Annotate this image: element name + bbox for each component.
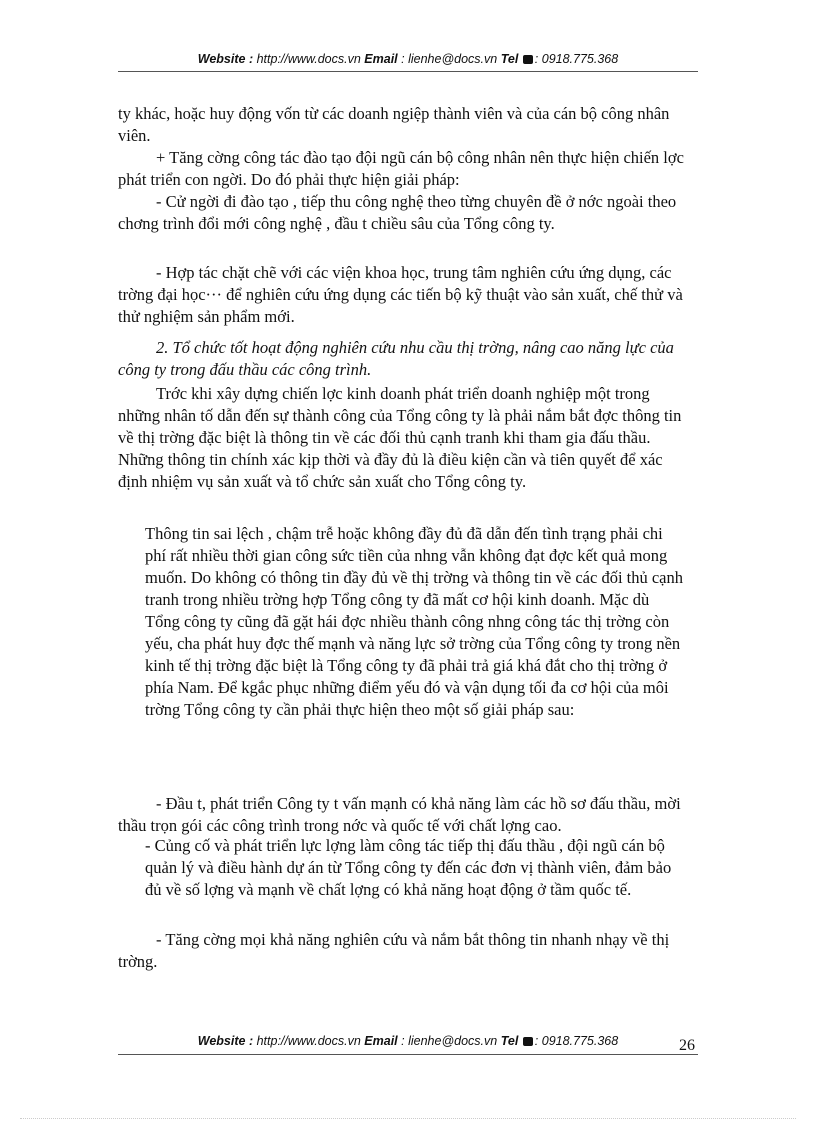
header-website-url[interactable]: http://www.docs.vn <box>256 52 361 66</box>
footer-tel-label: Tel <box>500 1034 519 1048</box>
paragraph-8: - Củng cố và phát triển lực lợng làm công tác tiếp thị đấu thầu , đội ngũ cán bộ quản lý và điều hành dự án từ Tổng công ty đến các đơn vị thành viên, đảm bảo đủ về số lợng và mạnh về chất lợng có khả năng hoạt động ở tầm quốc tế. <box>145 836 672 899</box>
paragraph-6: Thông tin sai lệch , chậm trễ hoặc không đầy đủ đã dẫn đến tình trạng phải chi phí rất nhiều thời gian công sức tiền của nhng vẫn không đạt đợc kết quả mong muốn. Do không có thông tin đầy đủ về thị trờng và thông tin về các đối thủ cạnh tranh trong nhiều trờng hợp Tổng công ty đã mất cơ hội kinh doanh. Mặc dù Tổng công ty cũng đã gặt hái đợc nhiều thành công nhng công tác thị trờng còn yếu, cha phát huy đợc thế mạnh và năng lực sở trờng của Tổng công ty trong nền kinh tế thị trờng đặc biệt là Tổng công ty đã phải trả giá khá đắt cho thị trờng ở phía Nam. Để kgắc phục những điểm yếu đó và vận dụng tối đa cơ hội của môi trờng Tổng công ty cần phải thực hiện theo một số giải pháp sau: <box>145 524 684 719</box>
page-bottom-divider <box>20 1118 796 1119</box>
paragraph-9: - Tăng cờng mọi khả năng nghiên cứu và nắm bắt thông tin nhanh nhạy về thị trờng. <box>118 930 670 971</box>
paragraph-1: ty khác, hoặc huy động vốn từ các doanh ngiệp thành viên và của cán bộ công nhân viên. <box>118 104 670 145</box>
page-footer <box>118 1034 698 1048</box>
header-email-value[interactable]: : lienhe@docs.vn <box>401 52 498 66</box>
footer-email-label: Email <box>364 1034 398 1048</box>
paragraph-3: - Cử ngời đi đào tạo , tiếp thu công nghệ theo từng chuyên đề ở nớc ngoài theo chơng trình đổi mới công nghệ , đầu t chiều sâu của Tổng công ty. <box>118 192 677 233</box>
paragraph-7: - Đầu t, phát triển Công ty t vấn mạnh có khả năng làm các hồ sơ đấu thầu, mời thầu trọn gói các công trình trong nớc và quốc tế với chất lợng cao. <box>118 794 681 835</box>
footer-rule <box>118 1054 698 1055</box>
paragraph-4: - Hợp tác chặt chẽ với các viện khoa học, trung tâm nghiên cứu ứng dụng, các trờng đại học··· để nghiên cứu ứng dụng các tiến bộ kỹ thuật vào sản xuất, chế thử và thử nghiệm sản phẩm mới. <box>118 263 683 326</box>
header-website-label: Website : <box>197 52 254 66</box>
header-tel-label: Tel <box>500 52 519 66</box>
header-tel-value: : 0918.775.368 <box>534 52 619 66</box>
page-header <box>118 52 698 66</box>
header-rule <box>118 71 698 72</box>
header-email-label: Email <box>364 52 398 66</box>
section-heading-2: 2. Tổ chức tốt hoạt động nghiên cứu nhu cầu thị trờng, nâng cao năng lực của công ty trong đấu thầu các công trình. <box>118 338 674 379</box>
footer-tel-value: : 0918.775.368 <box>534 1034 619 1048</box>
phone-icon <box>523 55 533 64</box>
footer-email-value[interactable]: : lienhe@docs.vn <box>401 1034 498 1048</box>
page-number: 26 <box>679 1037 695 1054</box>
footer-website-label: Website : <box>197 1034 254 1048</box>
phone-icon <box>523 1037 533 1046</box>
footer-website-url[interactable]: http://www.docs.vn <box>256 1034 361 1048</box>
paragraph-2: + Tăng cờng công tác đào tạo đội ngũ cán bộ công nhân nên thực hiện chiến lợc phát triển con ngời. Do đó phải thực hiện giải pháp: <box>118 148 684 189</box>
paragraph-5: Trớc khi xây dựng chiến lợc kinh doanh phát triển doanh nghiệp một trong những nhân tố dẫn đến sự thành công của Tổng công ty là phải nắm bắt đợc thông tin về thị trờng đặc biệt là thông tin về các đối thủ cạnh tranh khi tham gia đấu thầu. Những thông tin chính xác kịp thời và đầy đủ là điều kiện cần và tiên quyết để xác định nhiệm vụ sản xuất và tổ chức sản xuất cho Tổng công ty. <box>118 384 682 491</box>
